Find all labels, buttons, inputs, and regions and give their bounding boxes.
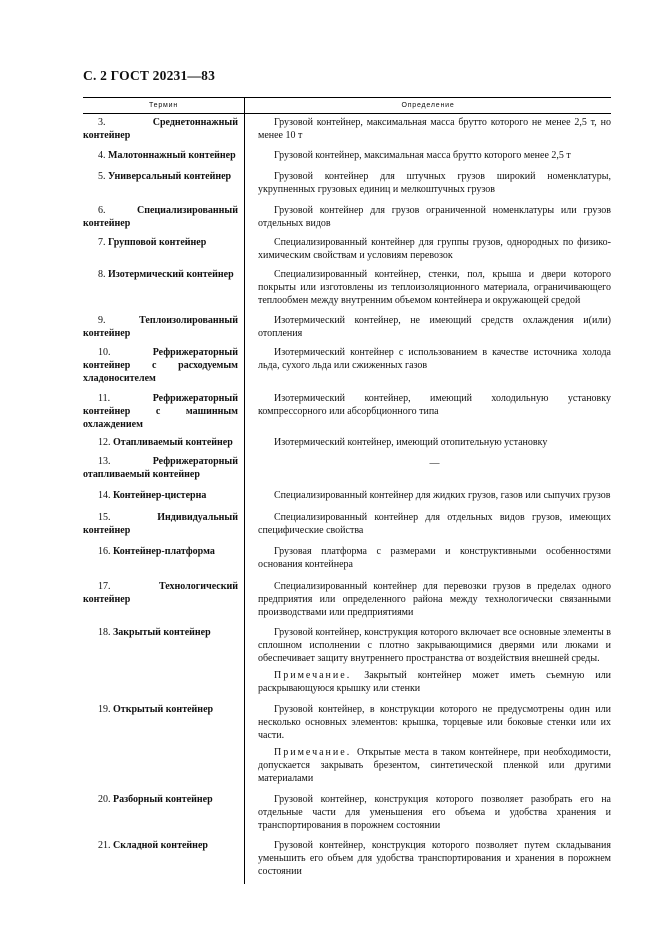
term-number: 19.	[98, 704, 113, 715]
definition-cell	[245, 117, 611, 143]
term-number: 8.	[98, 269, 108, 280]
definition-cell	[245, 437, 611, 450]
term-cell	[83, 315, 244, 341]
term-text: Рефрижераторный отапливаемый контейнер	[83, 456, 238, 480]
term-cell	[83, 393, 244, 431]
definition-cell	[245, 237, 611, 263]
term-number: 7.	[98, 237, 108, 248]
term-text: Универсальный контейнер	[108, 171, 232, 182]
definition-cell	[245, 456, 611, 482]
term-cell	[83, 269, 244, 307]
definition-cell	[245, 794, 611, 832]
term-number: 17.	[98, 581, 159, 592]
term-number: 21.	[98, 840, 113, 851]
definition-text: Грузовой контейнер для штучных грузов широкий номенклатуры, укрупненных грузовых единиц и мелкоштучных грузов	[258, 171, 611, 195]
page-header: С. 2 ГОСТ 20231—83	[83, 68, 216, 83]
definition-cell	[245, 581, 611, 619]
definition-cell	[245, 490, 611, 503]
terms-table	[83, 97, 611, 884]
definition-cell	[245, 150, 611, 163]
note-label: Примечание.	[274, 747, 358, 759]
definition-text: Грузовой контейнер, конструкция которого включает все основные элементы в сплошном исполнении с плотно закрывающимися дверями или люками и обеспечивает защиту внутреннего пространства от воздействия внешней среды.	[258, 627, 611, 664]
term-text: Технологический контейнер	[83, 581, 238, 605]
term-text: Малотоннажный контейнер	[108, 150, 236, 161]
definition-cell	[245, 512, 611, 538]
definition-cell	[245, 840, 611, 878]
terms-column	[83, 114, 244, 884]
table-body	[83, 114, 611, 884]
definition-text: —	[429, 458, 440, 469]
term-text: Контейнер-цистерна	[113, 490, 207, 501]
term-cell	[83, 840, 244, 878]
definition-text: Специализированный контейнер, стенки, пол, крыша и двери которого покрыты или изготовлены из теплоизоляционного материала, ограничивающего теплообмен между внутренним объемом контейнера и окружающей средой	[258, 269, 611, 306]
note-text: Примечание. Закрытый контейнер может иметь съемную или раскрывающуюся крышку или стенки	[258, 670, 611, 695]
term-cell	[83, 456, 244, 482]
definition-text: Грузовой контейнер, конструкция которого позволяет путем складывания уменьшить его объем для удобства транспортирования и хранения в порожнем состоянии	[258, 840, 611, 877]
term-cell	[83, 794, 244, 832]
note-text: Примечание. Открытые места в таком контейнере, при необходимости, допускается закрывать брезентом, синтетической пленкой или другими материалами	[258, 747, 611, 784]
term-number: 12.	[98, 437, 113, 448]
definition-cell	[245, 205, 611, 231]
definition-text: Изотермический контейнер, имеющий отопительную установку	[274, 437, 548, 448]
term-cell	[83, 237, 244, 263]
term-number: 5.	[98, 171, 108, 182]
definition-cell	[245, 627, 611, 696]
definition-text: Специализированный контейнер для перевозки грузов в пределах одного предприятия или определенного района между технологически связанными производствами или предприятиями	[258, 581, 611, 618]
term-number: 6.	[98, 205, 137, 216]
definition-text: Грузовой контейнер, конструкция которого позволяет разобрать его на отдельные части для уменьшения его объема и удобства хранения и транспортирования в порожнем состоянии	[258, 794, 611, 831]
term-cell	[83, 347, 244, 385]
column-header-term: Термин	[148, 102, 179, 109]
term-cell	[83, 150, 244, 163]
definition-cell	[245, 269, 611, 307]
definition-text: Специализированный контейнер для группы грузов, однородных по физико-химическим свойствам и условиям перевозок	[258, 237, 611, 261]
definition-text: Грузовой контейнер, максимальная масса брутто которого не менее 2,5 т, но менее 10 т	[258, 117, 611, 141]
term-number: 9.	[98, 315, 140, 326]
definition-cell	[245, 315, 611, 341]
term-text: Отапливаемый контейнер	[113, 437, 233, 448]
definition-cell	[245, 704, 611, 786]
term-cell	[83, 512, 244, 538]
term-text: Среднетоннажный контейнер	[83, 117, 238, 141]
term-number: 4.	[98, 150, 108, 161]
definition-text: Изотермический контейнер с использованием в качестве источника холода льда, сухого льда или сжиженных газов	[258, 347, 611, 371]
term-text: Складной контейнер	[113, 840, 208, 851]
term-cell	[83, 546, 244, 572]
term-number: 3.	[98, 117, 153, 128]
definition-text: Специализированный контейнер для жидких грузов, газов или сыпучих грузов	[274, 490, 611, 501]
term-text: Открытый контейнер	[113, 704, 214, 715]
term-number: 14.	[98, 490, 113, 501]
term-text: Контейнер-платформа	[113, 546, 215, 557]
term-number: 20.	[98, 794, 113, 805]
term-cell	[83, 117, 244, 143]
note-label: Примечание.	[274, 670, 365, 682]
term-cell	[83, 627, 244, 696]
definition-text: Грузовой контейнер, максимальная масса брутто которого менее 2,5 т	[274, 150, 571, 161]
term-cell	[83, 205, 244, 231]
definition-text: Грузовой контейнер, в конструкции которого не предусмотрены один или несколько основных элементов: крышка, торцевые или боковые стенки или их части.	[258, 704, 611, 741]
term-number: 16.	[98, 546, 113, 557]
definition-text: Грузовая платформа с размерами и конструктивными особенностями основания контейнера	[258, 546, 611, 570]
term-cell	[83, 581, 244, 619]
term-text: Рефрижераторный контейнер с расходуемым хладоносителем	[83, 347, 238, 384]
term-cell	[83, 437, 244, 450]
definition-text: Специализированный контейнер для отдельных видов грузов, имеющих специфические свойства	[258, 512, 611, 536]
definition-text: Изотермический контейнер, имеющий холодильную установку компрессорного или абсорбционного типа	[258, 393, 611, 417]
term-text: Индивидуальный контейнер	[83, 512, 238, 536]
definition-cell	[245, 393, 611, 431]
term-number: 11.	[98, 393, 153, 404]
term-number: 13.	[98, 456, 153, 467]
term-number: 10.	[98, 347, 153, 358]
term-text: Групповой контейнер	[108, 237, 207, 248]
definition-text: Изотермический контейнер, не имеющий средств охлаждения и(или) отопления	[258, 315, 611, 339]
definition-text: Грузовой контейнер для грузов ограниченной номенклатуры или грузов отдельных видов	[258, 205, 611, 229]
term-cell	[83, 490, 244, 503]
definition-cell	[245, 347, 611, 385]
term-number: 18.	[98, 627, 113, 638]
term-cell	[83, 171, 244, 197]
definition-cell	[245, 171, 611, 197]
term-number: 15.	[98, 512, 158, 523]
term-text: Закрытый контейнер	[113, 627, 211, 638]
column-header-definition: Определение	[244, 98, 611, 113]
definition-cell	[245, 546, 611, 572]
term-text: Рефрижераторный контейнер с машинным охлаждением	[83, 393, 238, 430]
term-text: Разборный контейнер	[113, 794, 213, 805]
term-cell	[83, 704, 244, 786]
term-text: Изотермический контейнер	[108, 269, 234, 280]
term-text: Специализированный контейнер	[83, 205, 238, 229]
table-header	[83, 98, 611, 114]
definitions-column	[244, 114, 611, 884]
term-text: Теплоизолированный контейнер	[83, 315, 238, 339]
